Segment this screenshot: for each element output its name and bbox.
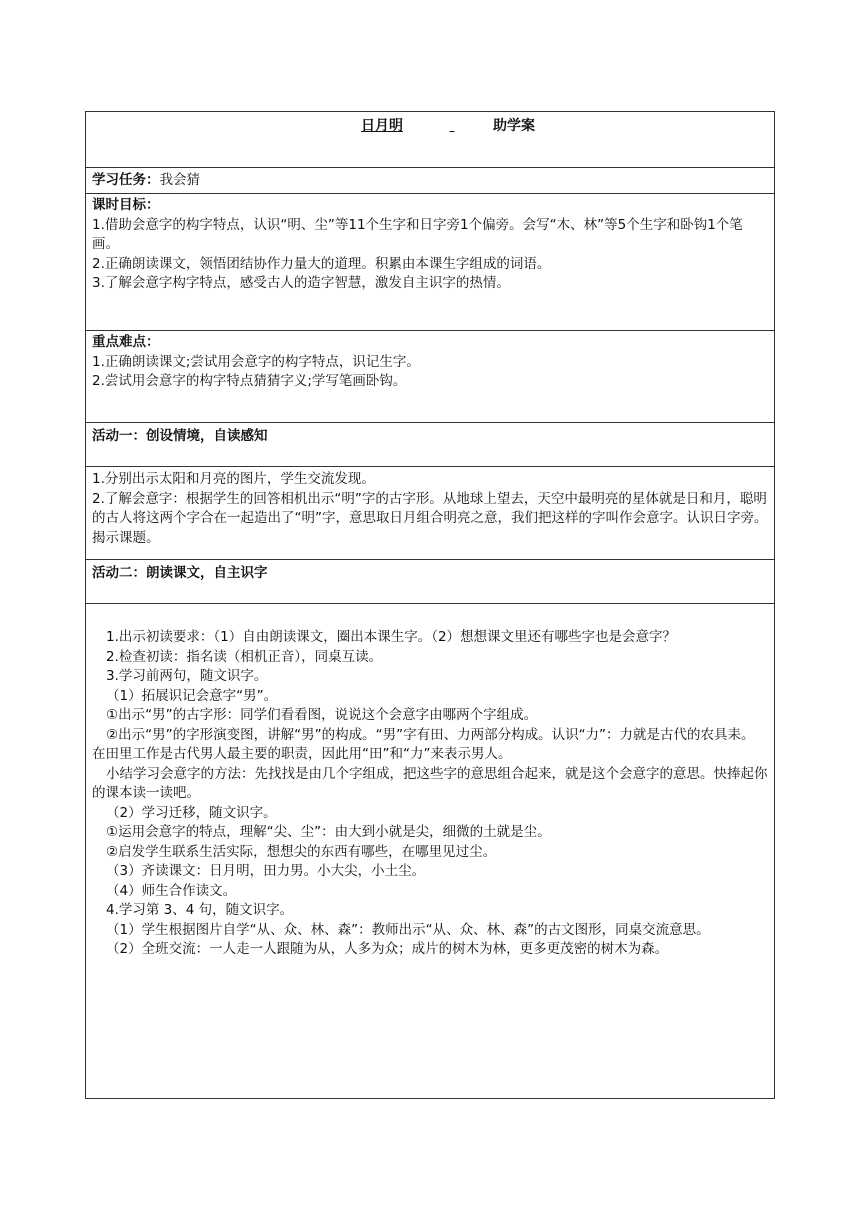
activity2-heading-row [86,560,774,604]
objective-item: 2.正确朗读课文，领悟团结协作力量大的道理。积累由本课生字组成的词语。 [92,255,551,272]
activity1-content [92,470,768,548]
activity1-heading: 活动一：创设情境，自读感知 [92,428,268,444]
activity2-item: ②出示“男”的字形演变图，讲解“男”的构成。“男”字有田、力两部分构成。认识“力”：力就是古代的农具耒。在田里工作是古代男人最主要的职责，因此用“田”和“力”来表示男人。 [92,726,755,762]
keypoint-item: 1.正确朗读课文;尝试用会意字的构字特点，识记生字。 [92,353,420,370]
keypoint-item: 2.尝试用会意字的构字特点猜猜字义;学写笔画卧钩。 [92,373,407,389]
title-row [86,112,774,168]
activity2-heading: 活动二：朗读课文，自主识字 [92,565,268,581]
activity2-item: 4.学习第 3、4 句，随文识字。 [106,902,294,918]
activity2-item: （1）拓展识记会意字“男”。 [106,687,278,704]
keypoints-heading: 重点难点： [92,334,160,350]
objective-item: 3.了解会意字构字特点，感受古人的造字智慧，激发自主识字的热情。 [92,275,510,291]
activity2-item: （2）学习迁移，随文识字。 [106,804,277,821]
lesson-table [85,111,775,1099]
title-suffix: 助学案 [493,118,535,134]
title-topic: 日月明 [361,118,403,134]
activity2-item: 1.出示初读要求：（1）自由朗读课文，圈出本课生字。（2）想想课文里还有哪些字也是会意字？ [106,629,677,645]
activity1-item: 1.分别出示太阳和月亮的图片，学生交流发现。 [92,471,375,487]
activity2-item: （2）全班交流：一人走一人跟随为从，人多为众；成片的树木为林，更多更茂密的树木为森。 [106,941,669,957]
objective-item: 1.借助会意字的构字特点，认识“明、尘”等11个生字和日字旁1个偏旁。会写“木、林”等5个生字和卧钩1个笔画。 [92,216,743,252]
task-value: 我会猜 [159,172,200,188]
activity1-item: 2.了解会意字：根据学生的回答相机出示“明”字的古字形。从地球上望去，天空中最明亮的星体就是日和月，聪明的古人将这两个字合在一起造出了“明”字，意思取日月组合明亮之意，我们把这样的字叫作会意字。认识日字旁。揭示课题。 [92,490,768,546]
activity2-item: ①出示“男”的古字形：同学们看看图，说说这个会意字由哪两个字组成。 [106,707,538,723]
activity2-item: 小结学习会意字的方法：先找找是由几个字组成，把这些字的意思组合起来，就是这个会意字的意思。快捧起你的课本读一读吧。 [92,765,768,801]
task-label: 学习任务： [92,172,160,188]
activity1-content-row [86,467,774,560]
activity2-item: （4）师生合作读文。 [106,882,237,899]
activity2-item: 3.学习前两句，随文识字。 [106,668,268,684]
objectives-heading: 课时目标： [92,197,160,213]
learning-task [92,171,768,191]
activity2-item: ②启发学生联系生活实际，想想尖的东西有哪些，在哪里见过尘。 [106,843,497,860]
page-title [92,117,768,137]
activity2-item: （1）学生根据图片自学“从、众、林、森”：教师出示“从、众、林、森”的古文图形，同桌交流意思。 [106,921,710,938]
objectives-row [86,194,774,331]
activity2-item: ①运用会意字的特点，理解“尖、尘”：由大到小就是尖，细微的土就是尘。 [106,824,551,840]
keypoints-section [92,333,768,392]
keypoints-row [86,331,774,423]
task-row [86,168,774,194]
activity2-content [92,628,768,960]
objectives-section [92,196,768,294]
activity2-item: （3）齐读课文：日月明，田力男。小大尖，小土尘。 [106,863,426,879]
activity1-heading-row [86,423,774,467]
activity2-content-row [86,604,774,1098]
activity2-item: 2.检查初读：指名读（相机正音），同桌互读。 [106,648,383,665]
